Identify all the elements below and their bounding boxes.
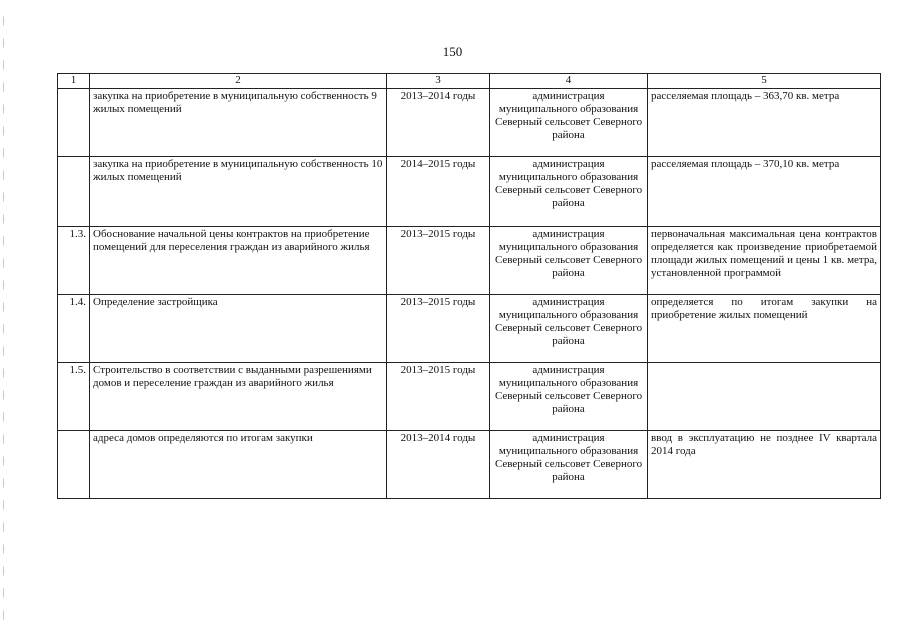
column-header: 4 xyxy=(490,74,648,89)
result-cell: ввод в эксплуатацию не позднее IV квартала 2014 года xyxy=(648,431,881,499)
item-number: 1.4. xyxy=(58,295,90,363)
item-number xyxy=(58,89,90,157)
task-cell: Обоснование начальной цены контрактов на приобретение помещений для переселения граждан из аварийного жилья xyxy=(90,227,387,295)
table-header-row xyxy=(58,74,881,89)
years-cell: 2013–2014 годы xyxy=(387,89,490,157)
result-cell: расселяемая площадь – 363,70 кв. метра xyxy=(648,89,881,157)
table-row xyxy=(58,157,881,227)
item-number xyxy=(58,431,90,499)
task-cell: закупка на приобретение в муниципальную собственность 10 жилых помещений xyxy=(90,157,387,227)
table-row xyxy=(58,89,881,157)
years-cell: 2014–2015 годы xyxy=(387,157,490,227)
column-header: 5 xyxy=(648,74,881,89)
task-cell: адреса домов определяются по итогам закупки xyxy=(90,431,387,499)
executor-cell: администрация муниципального образования Северный сельсовет Северного района xyxy=(490,363,648,431)
task-cell: Определение застройщика xyxy=(90,295,387,363)
executor-cell: администрация муниципального образования Северный сельсовет Северного района xyxy=(490,227,648,295)
executor-cell: администрация муниципального образования Северный сельсовет Северного района xyxy=(490,431,648,499)
column-header: 3 xyxy=(387,74,490,89)
task-cell: закупка на приобретение в муниципальную собственность 9 жилых помещений xyxy=(90,89,387,157)
years-cell: 2013–2015 годы xyxy=(387,295,490,363)
item-number: 1.5. xyxy=(58,363,90,431)
executor-cell: администрация муниципального образования Северный сельсовет Северного района xyxy=(490,157,648,227)
column-header: 2 xyxy=(90,74,387,89)
task-cell: Строительство в соответствии с выданными разрешениями домов и переселение граждан из аварийного жилья xyxy=(90,363,387,431)
result-cell: определяется по итогам закупки на приобретение жилых помещений xyxy=(648,295,881,363)
table-row xyxy=(58,295,881,363)
program-table xyxy=(57,73,881,499)
table-row xyxy=(58,431,881,499)
result-cell xyxy=(648,363,881,431)
scan-margin-dots xyxy=(2,10,5,630)
column-header: 1 xyxy=(58,74,90,89)
executor-cell: администрация муниципального образования Северный сельсовет Северного района xyxy=(490,89,648,157)
item-number: 1.3. xyxy=(58,227,90,295)
executor-cell: администрация муниципального образования Северный сельсовет Северного района xyxy=(490,295,648,363)
years-cell: 2013–2015 годы xyxy=(387,227,490,295)
result-cell: расселяемая площадь – 370,10 кв. метра xyxy=(648,157,881,227)
item-number xyxy=(58,157,90,227)
result-cell: первоначальная максимальная цена контрактов определяется как произведение приобретаемой площади жилых помещений и цены 1 кв. метра, установленной программой xyxy=(648,227,881,295)
years-cell: 2013–2014 годы xyxy=(387,431,490,499)
table-row xyxy=(58,363,881,431)
table-row xyxy=(58,227,881,295)
years-cell: 2013–2015 годы xyxy=(387,363,490,431)
page-number: 150 xyxy=(442,44,463,59)
